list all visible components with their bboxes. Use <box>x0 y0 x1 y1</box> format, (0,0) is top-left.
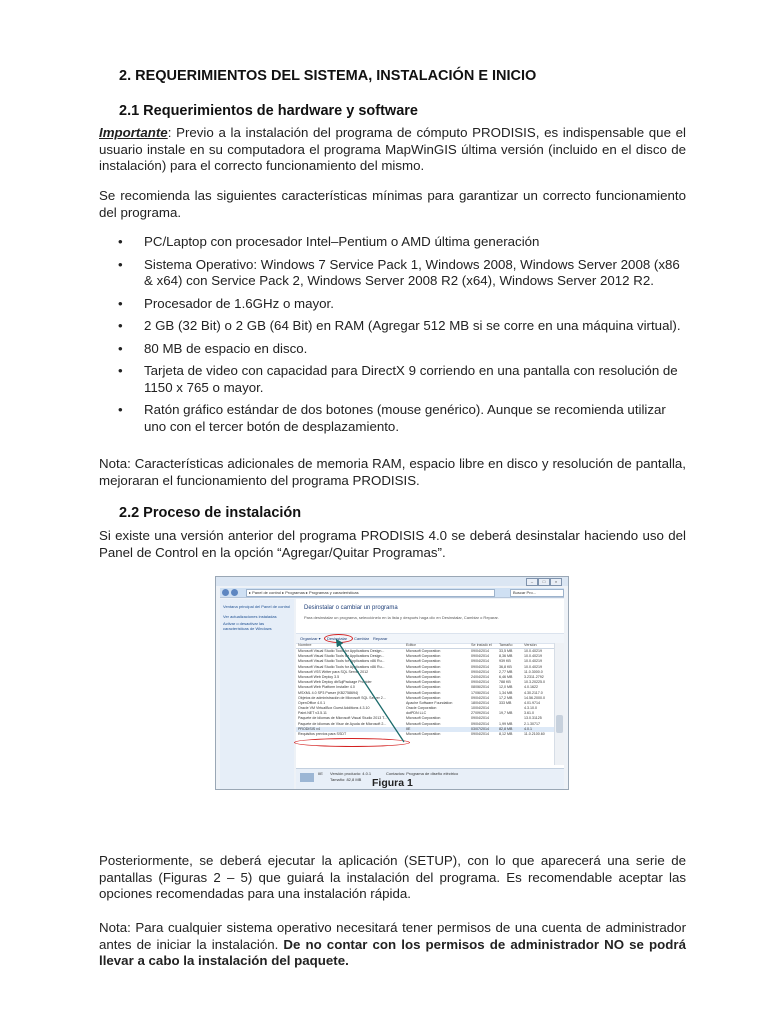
table-cell: Paquete de idiomas de Visor de Ayuda de Microsoft 2... <box>298 721 387 726</box>
minimize-icon: – <box>526 578 538 586</box>
note-paragraph-1: Nota: Características adicionales de memoria RAM, espacio libre en disco y resolución de pantalla, mejoraran el funcionamiento del programa PRODISIS. <box>99 456 686 488</box>
table-cell: 11.0.2100.60 <box>524 732 545 736</box>
subsection-heading-hardware: 2.1 Requerimientos de hardware y software <box>119 103 418 119</box>
table-cell: 6,46 MB <box>499 674 513 679</box>
table-cell: 09/04/2014 <box>471 659 489 664</box>
pane-title: Desinstalar o cambiar un programa <box>304 605 398 611</box>
table-cell: Microsoft Web Platform Installer 4.0 <box>298 685 355 690</box>
table-cell: 4.0.1622 <box>524 685 538 690</box>
table-cell: PRODISIS v4 <box>298 726 320 731</box>
table-cell: Microsoft Corporation <box>406 685 441 690</box>
table-cell: 09/04/2014 <box>471 664 489 669</box>
table-cell: 3.61.0 <box>524 711 534 716</box>
setup-paragraph: Posteriormente, se deberá ejecutar la aplicación (SETUP), con lo que aparecerá una serie de pantallas (Figuras 2 – 5) que guiará la instalación del programa. Es recomendable aceptar las opciones recomendadas para una instalación rápida. <box>99 853 686 901</box>
table-cell: 788 KB <box>499 680 511 685</box>
note2-text: Nota: Para cualquier sistema operativo necesitará tener permisos de una cuenta de administrador antes de iniciar la instalación. <box>99 920 686 952</box>
table-cell: 4.01.9714 <box>524 700 540 705</box>
subsection-heading-install: 2.2 Proceso de instalación <box>119 505 302 521</box>
column-header: Nombre <box>298 643 312 647</box>
table-cell: Microsoft Visual Studio Tools for Applications Design... <box>298 654 385 659</box>
maximize-icon: □ <box>538 578 550 586</box>
table-cell: Microsoft Corporation <box>406 695 441 700</box>
table-cell: 36,8 KB <box>499 664 512 669</box>
table-cell: 4.30.2117.0 <box>524 690 543 695</box>
status-size: Tamaño: 82,8 MB <box>330 777 362 782</box>
table-cell: Requisitos previos para SSDT <box>298 732 347 736</box>
column-header: Versión <box>524 643 537 647</box>
table-cell: 10.0.40219 <box>524 649 542 653</box>
table-cell: 3.2311.2792 <box>524 674 544 679</box>
list-item: • Procesador de 1.6GHz o mayor. <box>99 296 686 313</box>
table-cell: Oracle VM VirtualBox Guest Additions 4.3.10 <box>298 706 370 711</box>
table-cell: 939 KB <box>499 659 511 664</box>
install-paragraph: Si existe una versión anterior del programa PRODISIS 4.0 se deberá desinstalar haciendo uso del Panel de Control en la opción “Agregar/Quitar Programas”. <box>99 528 686 560</box>
recommend-paragraph: Se recomienda las siguientes características mínimas para garantizar un correcto funcionamiento del programa. <box>99 188 686 220</box>
table-cell: Microsoft Visual Studio Tools for Applications x86 Ru... <box>298 659 385 664</box>
table-cell: 09/04/2014 <box>471 716 489 721</box>
important-label: Importante <box>99 125 168 140</box>
table-cell: Paquete de idiomas de Microsoft Visual Studio 2013 T... <box>298 716 387 721</box>
important-text: : Previo a la instalación del programa de cómputo PRODISIS, es indispensable que el usuario instale en su computadora el programa MapWinGIS última versión (incluido en el disco de instalación) para el correcto funcionamiento del mismo. <box>99 125 686 173</box>
table-cell: 03/07/2014 <box>471 726 489 731</box>
table-cell: 12,0 MB <box>499 685 513 690</box>
pane-description: Para desinstalar un programa, selecciónelo en la lista y después haga clic en Desinstalar, Cambiar o Reparar. <box>304 615 499 620</box>
table-cell: 4.3.10.0 <box>524 706 537 711</box>
figure-screenshot <box>215 576 569 790</box>
table-cell: 24/04/2014 <box>471 674 489 679</box>
table-cell: Apache Software Foundation <box>406 700 453 705</box>
table-cell: 1,99 MB <box>499 721 513 726</box>
table-cell: 08/06/2014 <box>471 685 489 690</box>
table-cell: 10.3.20225.0 <box>524 680 545 685</box>
section-heading: 2. REQUERIMIENTOS DEL SISTEMA, INSTALACIÓN E INICIO <box>119 68 537 84</box>
list-item: • 80 MB de espacio en disco. <box>99 341 686 358</box>
table-cell: OpenOffice 4.0.1 <box>298 700 326 705</box>
table-cell: 10.0.40219 <box>524 654 542 659</box>
table-cell: 09/04/2014 <box>471 680 489 685</box>
table-cell: 09/04/2014 <box>471 721 489 726</box>
status-version: Versión producto: 4.0.1 <box>330 771 372 776</box>
column-header: Editor <box>406 643 416 647</box>
table-cell: Microsoft Corporation <box>406 669 441 674</box>
close-icon: × <box>550 578 562 586</box>
table-cell: 10.0.40219 <box>524 659 542 664</box>
table-cell: Microsoft Corporation <box>406 674 441 679</box>
table-cell: 10/04/2014 <box>471 706 489 711</box>
table-cell: 09/04/2014 <box>471 669 489 674</box>
table-cell: Microsoft Corporation <box>406 659 441 664</box>
table-cell: 09/04/2014 <box>471 654 489 659</box>
column-header: Tamaño <box>499 643 513 647</box>
list-item: • Sistema Operativo: Windows 7 Service Pack 1, Windows 2008, Windows Server 2008 (x86 & x64) con Service Pack 2, Windows Server 2008 R2 (x64), Windows Server 2012 R2. <box>99 257 686 290</box>
status-support: Contactos: Programa de diseño eléctrico <box>386 771 459 776</box>
table-cell: Oracle Corporation <box>406 706 437 711</box>
table-cell: 11.0.3000.0 <box>524 669 543 674</box>
table-cell: Microsoft Corporation <box>406 649 441 653</box>
table-cell: dotPDN LLC <box>406 711 427 716</box>
repair-button: Reparar <box>373 636 388 641</box>
list-item: • Tarjeta de video con capacidad para DirectX 9 corriendo en una pantalla con resolución de 1150 x 765 o mayor. <box>99 363 686 396</box>
table-cell: 09/04/2014 <box>471 732 489 736</box>
table-cell: MSXML 4.0 SP3 Parser (KB2758694) <box>298 690 359 695</box>
table-cell: 2,77 MB <box>499 669 513 674</box>
table-cell: Microsoft Corporation <box>406 664 441 669</box>
table-cell: IIE <box>406 726 411 731</box>
table-cell: 8,36 MB <box>499 654 513 659</box>
arrow-annotation <box>216 577 568 789</box>
list-item: • PC/Laptop con procesador Intel–Pentium o AMD última generación <box>99 234 686 251</box>
table-cell: 14.56.2000.0 <box>524 695 545 700</box>
note-paragraph-2 <box>99 920 686 970</box>
table-cell: Microsoft Corporation <box>406 690 441 695</box>
search-input: Buscar Pro... <box>510 589 564 597</box>
list-item: • 2 GB (32 Bit) o 2 GB (64 Bit) en RAM (Agregar 512 MB si se corre en una máquina virtual). <box>99 318 686 335</box>
table-cell: Microsoft Web Deploy 3.5 <box>298 674 340 679</box>
table-cell: Microsoft Corporation <box>406 716 441 721</box>
table-cell: 1,34 MB <box>499 690 513 695</box>
table-cell: 82,8 MB <box>499 726 513 731</box>
table-cell: Microsoft Visual Studio Tools for Applications x86 Ru... <box>298 664 385 669</box>
table-cell: 17,2 MB <box>499 695 513 700</box>
left-link: Ver actualizaciones instaladas <box>223 614 277 619</box>
table-cell: 17/06/2014 <box>471 690 489 695</box>
uninstall-button: Desinstalar <box>327 636 348 641</box>
table-cell: 10.0.40219 <box>524 664 542 669</box>
table-cell: 33,5 MB <box>499 649 513 653</box>
address-path: ▸ Panel de control ▸ Programas ▸ Programas y características <box>246 589 495 597</box>
status-publisher: IIE <box>318 771 323 776</box>
list-item: • Ratón gráfico estándar de dos botones (mouse genérico). Aunque se recomienda utilizar uno con el tercer botón de desplazamiento. <box>99 402 686 435</box>
table-cell: 19,7 MB <box>499 711 513 716</box>
table-cell: Microsoft VSS Writer para SQL Server 2012 <box>298 669 369 674</box>
change-button: Cambiar <box>354 636 370 641</box>
table-cell: 8,12 MB <box>499 732 513 736</box>
table-cell: Microsoft Corporation <box>406 732 441 736</box>
table-cell: 09/04/2014 <box>471 649 489 653</box>
figure-caption: Figura 1 <box>372 777 413 789</box>
organize-button: Organizar ▾ <box>300 636 321 641</box>
table-cell: Objetos de administración de Microsoft SQL Server 2... <box>298 695 386 700</box>
table-cell: 18/04/2014 <box>471 700 489 705</box>
table-cell: Microsoft Corporation <box>406 654 441 659</box>
left-link: Ventana principal del Panel de control <box>223 604 291 609</box>
note2-bold-text: De no contar con los permisos de administrador NO se podrá llevar a cabo la instalación del paquete. <box>99 936 686 968</box>
column-header: Se instaló el <box>471 643 492 647</box>
requirements-list <box>99 234 686 441</box>
table-cell: 09/04/2014 <box>471 695 489 700</box>
table-cell: 13.0.31125 <box>524 716 542 721</box>
table-cell: 333 MB <box>499 700 512 705</box>
table-cell: 27/09/2014 <box>471 711 489 716</box>
table-cell: Microsoft Corporation <box>406 721 441 726</box>
table-cell: Microsoft Web Deploy dbSqlPackage Provider <box>298 680 372 685</box>
left-link: Activar o desactivar las características de Windows <box>223 621 272 631</box>
table-cell: Microsoft Visual Studio Tools for Applications Design... <box>298 649 385 653</box>
table-cell: 4.0.1 <box>524 726 532 731</box>
important-paragraph <box>99 125 686 175</box>
table-cell: Microsoft Corporation <box>406 680 441 685</box>
table-cell: 2.1.30717 <box>524 721 540 726</box>
table-cell: Paint.NET v3.5.11 <box>298 711 327 716</box>
